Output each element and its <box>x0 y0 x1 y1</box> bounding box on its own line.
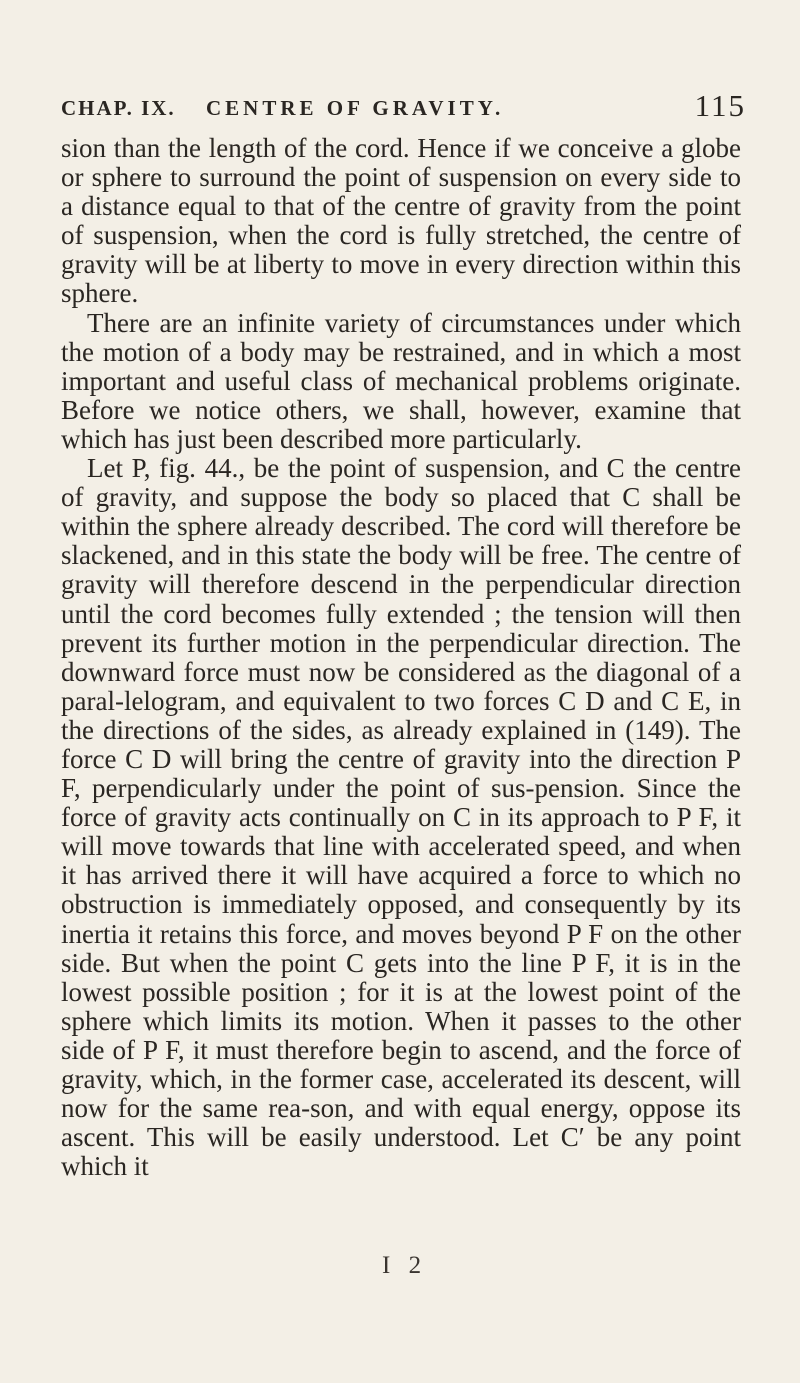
chapter-title: CENTRE OF GRAVITY. <box>206 96 505 120</box>
signature-mark: I 2 <box>382 1252 428 1279</box>
paragraph: sion than the length of the cord. Hence if we conceive a globe or sphere to surround the point of suspension on every side to a distance equal to that of the centre of gravity from the point of suspension, when the cord is fully stretched, the centre of gravity will be at liberty to move in every direction within this sphere. <box>61 133 741 309</box>
body-text <box>61 134 741 1181</box>
page-number: 115 <box>694 88 746 123</box>
paragraph: Let P, fig. 44., be the point of suspension, and C the centre of gravity, and suppose the body so placed that C shall be within the sphere already described. The cord will therefore be slackened, and in this state the body will be free. The centre of gravity will therefore descend in the perpendicular direction until the cord becomes fully extended ; the tension will then prevent its further motion in the perpendicular direction. The downward force must now be considered as the diagonal of a paral-lelogram, and equivalent to two forces C D and C E, in the directions of the sides, as already explained in (149). The force C D will bring the centre of gravity into the direction P F, perpendicularly under the point of sus-pension. Since the force of gravity acts continually on C in its approach to P F, it will move towards that line with accelerated speed, and when it has arrived there it will have acquired a force to which no obstruction is immediately opposed, and consequently by its inertia it retains this force, and moves beyond P F on the other side. But when the point C gets into the line P F, it is in the lowest possible position ; for it is at the lowest point of the sphere which limits its motion. When it passes to the other side of P F, it must therefore begin to ascend, and the force of gravity, which, in the former case, accelerated its descent, will now for the same rea-son, and with equal energy, oppose its ascent. This will be easily understood. Let C′ be any point which it <box>61 453 741 1182</box>
paragraph: There are an infinite variety of circumstances under which the motion of a body may be restrained, and in which a most important and useful class of mechanical problems originate. Before we notice others, we shall, however, examine that which has just been described more particularly. <box>61 307 741 454</box>
chapter-label: CHAP. IX. <box>61 96 176 120</box>
running-head <box>61 88 746 132</box>
